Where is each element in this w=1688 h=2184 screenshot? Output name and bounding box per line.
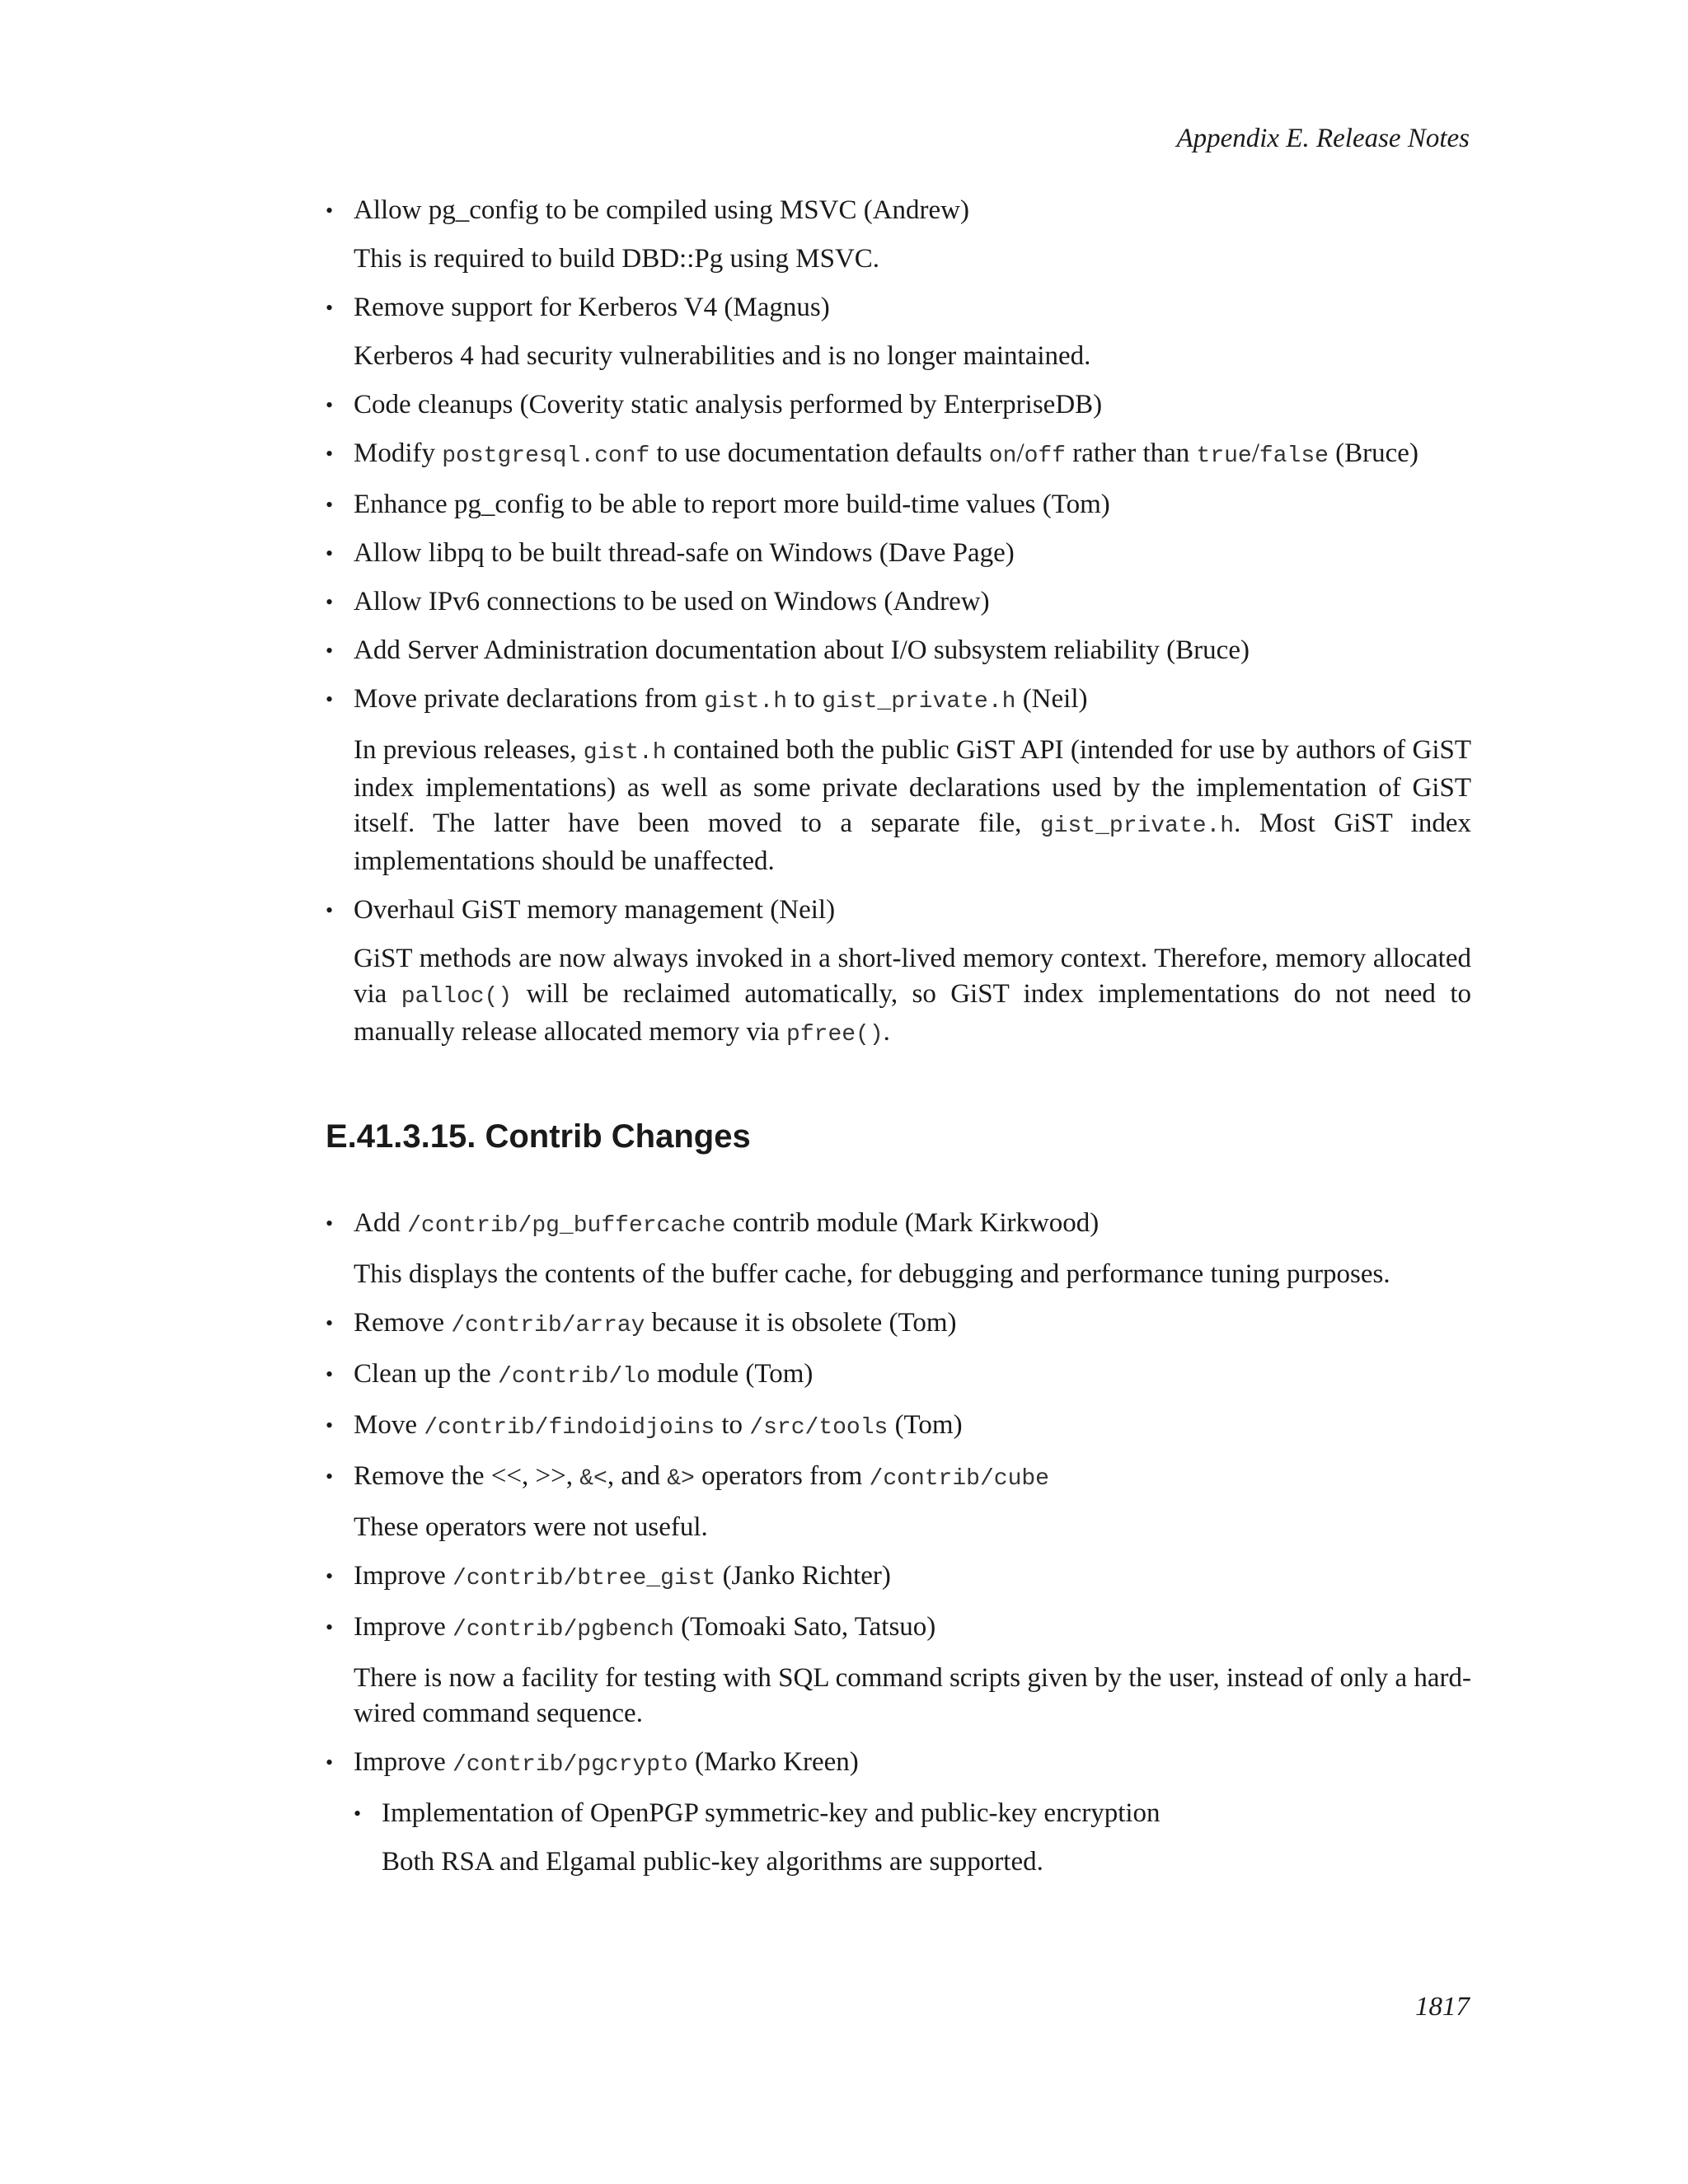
list-item	[326, 1745, 1471, 1880]
item-detail: These operators were not useful.	[354, 1512, 708, 1542]
bullet: •	[326, 1311, 334, 1335]
item-text: Improve /contrib/btree_gist (Janko Richter)	[354, 1561, 891, 1591]
list-item	[326, 436, 1471, 474]
item-detail: GiST methods are now always invoked in a short-lived memory context. Therefore, memory allocated via palloc() will be reclaimed automatically, so GiST index implementations do not need to manually release allocated memory via pfree().	[354, 944, 1471, 1047]
list-item	[326, 633, 1471, 668]
page-number: 1817	[1415, 1992, 1470, 2022]
item-detail: In previous releases, gist.h contained both the public GiST API (intended for use by authors of GiST index implementations) as well as some private declarations used by the implementation of GiST itself. The latter have been moved to a separate file, gist_private.h. Most GiST index implementations should be unaffected.	[354, 735, 1471, 876]
item-detail: This is required to build DBD::Pg using MSVC.	[354, 244, 880, 274]
bullet: •	[326, 1564, 334, 1588]
bullet: •	[326, 639, 334, 663]
list-item	[326, 682, 1471, 879]
list-item	[326, 536, 1471, 571]
item-detail: This displays the contents of the buffer cache, for debugging and performance tuning purposes.	[354, 1259, 1390, 1289]
section-title: E.41.3.15. Contrib Changes	[326, 1118, 751, 1155]
bullet: •	[326, 590, 334, 614]
bullet: •	[326, 493, 334, 517]
list-item	[326, 193, 1471, 277]
item-text: Add /contrib/pg_buffercache contrib module (Mark Kirkwood)	[354, 1208, 1100, 1239]
bullet: •	[326, 1212, 334, 1235]
list-item	[326, 387, 1471, 423]
bullet: •	[326, 898, 334, 922]
list-item	[326, 1459, 1471, 1545]
list-item	[326, 893, 1471, 1052]
item-text: Implementation of OpenPGP symmetric-key and public-key encryption	[382, 1798, 1160, 1828]
list-item	[326, 290, 1471, 374]
item-text: Enhance pg_config to be able to report more build-time values (Tom)	[354, 490, 1110, 519]
item-detail: Kerberos 4 had security vulnerabilities and is no longer maintained.	[354, 341, 1091, 371]
list-item	[326, 1408, 1471, 1446]
item-text: Allow libpq to be built thread-safe on Windows (Dave Page)	[354, 538, 1015, 568]
item-text: Code cleanups (Coverity static analysis performed by EnterpriseDB)	[354, 390, 1103, 419]
item-text: Allow pg_config to be compiled using MSVC (Andrew)	[354, 195, 969, 225]
list-item	[326, 584, 1471, 620]
item-text: Remove /contrib/array because it is obsolete (Tom)	[354, 1308, 957, 1338]
bullet: •	[326, 199, 334, 223]
bullet: •	[326, 442, 334, 466]
bullet: •	[326, 1615, 334, 1639]
bullet: •	[354, 1802, 362, 1825]
item-text: Allow IPv6 connections to be used on Windows (Andrew)	[354, 587, 990, 616]
item-text: Improve /contrib/pgcrypto (Marko Kreen)	[354, 1747, 859, 1778]
item-detail: Both RSA and Elgamal public-key algorithms are supported.	[382, 1847, 1043, 1877]
page-content	[326, 193, 1471, 1893]
bullet: •	[326, 1465, 334, 1488]
bullet: •	[326, 393, 334, 417]
item-text: Move /contrib/findoidjoins to /src/tools (Tom)	[354, 1410, 963, 1441]
list-item	[326, 487, 1471, 523]
bullet: •	[326, 687, 334, 711]
item-detail: There is now a facility for testing with SQL command scripts given by the user, instead of only a hard-wired command sequence.	[354, 1663, 1471, 1728]
bullet: •	[326, 1362, 334, 1386]
list-item	[326, 1357, 1471, 1394]
page-header: Appendix E. Release Notes	[1176, 124, 1470, 153]
item-text: Remove support for Kerberos V4 (Magnus)	[354, 293, 830, 322]
bullet: •	[326, 1750, 334, 1774]
bullet: •	[326, 1413, 334, 1437]
item-text: Remove the <<, >>, &<, and &> operators from /contrib/cube	[354, 1461, 1049, 1492]
list-item	[326, 1610, 1471, 1732]
item-text: Modify postgresql.conf to use documentation defaults on/off rather than true/false (Bruce)	[354, 438, 1418, 469]
list-item	[326, 1305, 1471, 1343]
nested-list-item	[354, 1796, 1471, 1880]
list-item	[326, 1558, 1471, 1596]
item-text: Add Server Administration documentation about I/O subsystem reliability (Bruce)	[354, 635, 1250, 665]
item-text: Improve /contrib/pgbench (Tomoaki Sato, Tatsuo)	[354, 1612, 936, 1643]
item-text: Overhaul GiST memory management (Neil)	[354, 895, 836, 925]
bullet: •	[326, 541, 334, 565]
list-item	[326, 1206, 1471, 1292]
bullet: •	[326, 296, 334, 320]
item-text: Move private declarations from gist.h to gist_private.h (Neil)	[354, 684, 1088, 715]
item-text: Clean up the /contrib/lo module (Tom)	[354, 1359, 814, 1390]
